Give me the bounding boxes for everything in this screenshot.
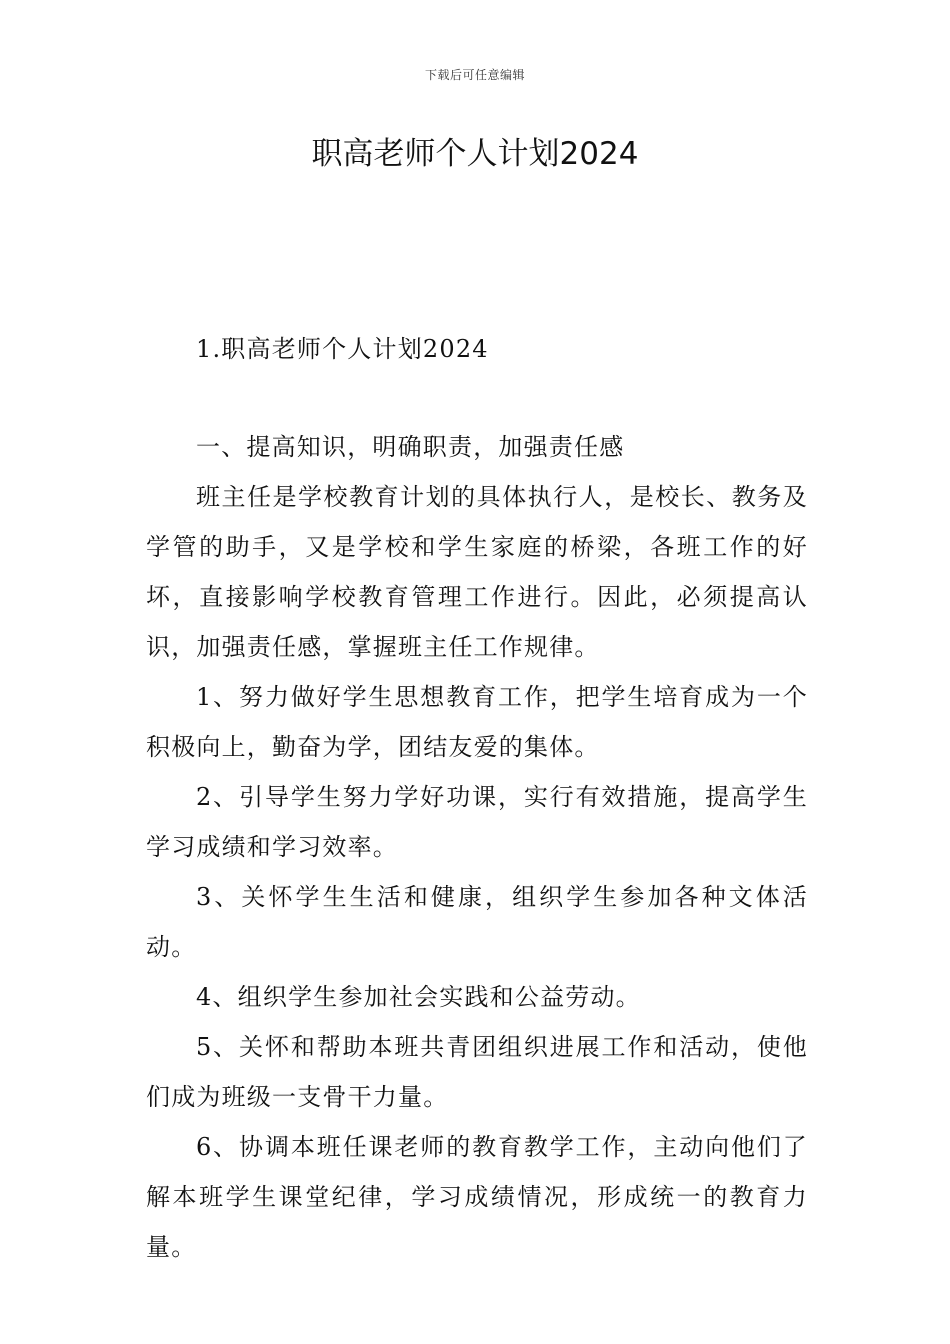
paragraph-item-6: 6、协调本班任课老师的教育教学工作，主动向他们了解本班学生课堂纪律，学习成绩情况，形成统一的教育力量。 xyxy=(146,1133,808,1261)
paragraph-item-2: 2、引导学生努力学好功课，实行有效措施，提高学生学习成绩和学习效率。 xyxy=(146,783,808,861)
paragraph-item-1: 1、努力做好学生思想教育工作，把学生培育成为一个积极向上，勤奋为学，团结友爱的集体。 xyxy=(146,683,808,761)
section-number-heading: 1.职高老师个人计划2024 xyxy=(196,335,489,363)
paragraph-item-3: 3、关怀学生生活和健康，组织学生参加各种文体活动。 xyxy=(146,883,808,961)
subheading: 一、提高知识，明确职责，加强责任感 xyxy=(196,433,625,461)
paragraph-intro: 班主任是学校教育计划的具体执行人，是校长、教务及学管的助手，又是学校和学生家庭的桥梁，各班工作的好坏，直接影响学校教育管理工作进行。因此，必须提高认识，加强责任感，掌握班主任工作规律。 xyxy=(146,483,808,661)
page-title: 职高老师个人计划2024 xyxy=(311,136,639,172)
header-note: 下载后可任意编辑 xyxy=(424,68,525,82)
paragraph-item-5: 5、关怀和帮助本班共青团组织进展工作和活动，使他们成为班级一支骨干力量。 xyxy=(146,1033,808,1111)
body-paragraphs xyxy=(146,472,808,1272)
paragraph-item-4: 4、组织学生参加社会实践和公益劳动。 xyxy=(196,983,641,1011)
